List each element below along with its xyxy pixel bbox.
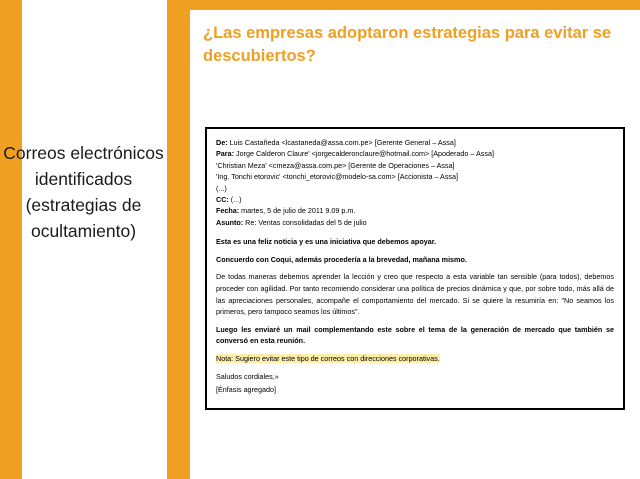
email-field-row <box>216 171 614 182</box>
email-paragraph: Luego les enviaré un mail complementando este sobre el tema de la generación de mercado que también se conversó en esta reunión. <box>216 324 614 346</box>
email-field-row <box>216 148 614 159</box>
email-field-value: martes, 5 de julio de 2011 9.09 p.m. <box>241 206 356 216</box>
slide-caption: Correos electrónicos identificados (estrategias de ocultamiento) <box>3 143 164 241</box>
email-field-value: Jorge Calderon Claure' <jorgecalderonclaure@hotmail.com> [Apoderado – Assa] <box>235 149 494 159</box>
email-paragraph: Concuerdo con Coqui, además procedería a la brevedad, mañana mismo. <box>216 254 467 264</box>
slide-heading: ¿Las empresas adoptaron estrategias para evitar se descubiertos? <box>203 24 612 65</box>
email-paragraph: De todas maneras debemos aprender la lección y creo que respecto a esta variable tan sensible (para todos), debemos proceder con agilidad. Por tanto recomiendo considerar una política de precios dinámica y que, por sobre todo, más allá de las apreciaciones personales, acompañe el comportamiento del mercado. Si se quiere la resumiría en: "No seamos los primeros, pero tampoco seamos los últimos". <box>216 272 614 317</box>
email-closing: Saludos cordiales,» <box>216 371 279 381</box>
email-field-value: (...) <box>216 183 227 193</box>
email-screenshot-box <box>205 127 625 410</box>
email-field-row <box>216 160 614 171</box>
email-note-highlight: Nota: Sugiero evitar este tipo de correos con direcciones corporativas. <box>216 354 440 363</box>
email-field-label: CC: <box>216 195 229 205</box>
top-accent-bar <box>190 0 640 10</box>
email-field-label: De: <box>216 138 228 147</box>
email-body <box>216 236 614 396</box>
email-field-row <box>216 194 614 205</box>
email-emphasis-note: [Énfasis agregado] <box>216 385 276 395</box>
email-field-value: Luis Castañeda <lcastaneda@assa.com.pe> [Gerente General – Assa] <box>229 138 456 147</box>
email-field-value: Re: Ventas consolidadas del 5 de julio <box>245 217 367 227</box>
email-field-label: Fecha: <box>216 206 240 216</box>
left-accent-block <box>167 0 190 479</box>
email-header <box>216 137 614 228</box>
email-field-row <box>216 217 614 228</box>
email-field-row <box>216 205 614 216</box>
email-field-value: 'Ing. Tonchi etorovic' <tonchi_etorovic@modelo-sa.com> [Accionista – Assa] <box>216 172 459 182</box>
email-field-value: 'Christian Meza' <cmeza@assa.com.pe> [Gerente de Operaciones – Assa] <box>216 160 455 170</box>
email-field-label: Asunto: <box>216 217 244 227</box>
email-field-row <box>216 137 614 148</box>
email-field-row <box>216 183 614 194</box>
email-field-label: Para: <box>216 149 234 159</box>
email-paragraph: Esta es una feliz noticia y es una iniciativa que debemos apoyar. <box>216 237 437 247</box>
email-field-value: (...) <box>230 195 242 205</box>
